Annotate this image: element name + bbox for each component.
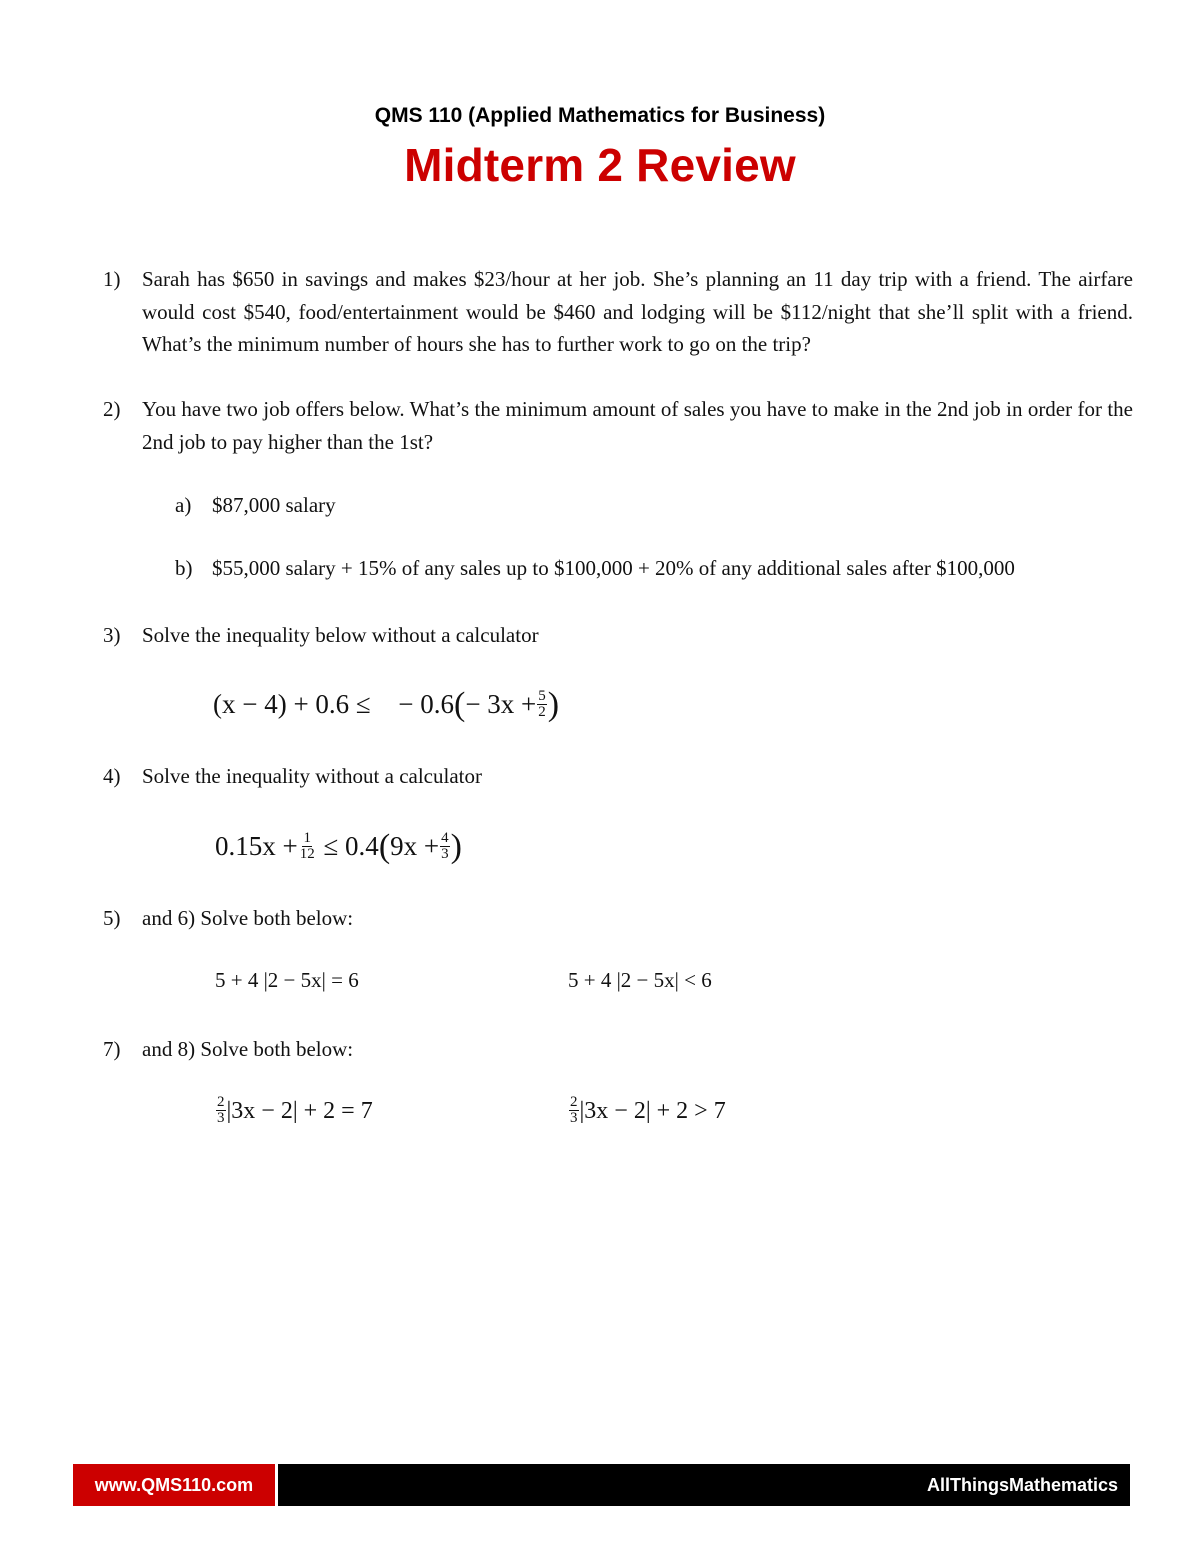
- question-1: [103, 263, 1133, 361]
- close-paren: ): [547, 686, 560, 723]
- open-paren: (: [454, 686, 466, 723]
- equation-5: 5 + 4 |2 − 5x| = 6: [215, 968, 359, 992]
- equation-7: [215, 1094, 373, 1128]
- question-4: [103, 760, 1133, 793]
- question-text: Sarah has $650 in savings and makes $23/hour at her job. She’s planning an 11 day trip with a friend. The airfare would cost $540, food/entertainment would be $460 and lodging will be $112/night that she’ll split with a friend. What’s the minimum number of hours she has to further work to go on the trip?: [142, 267, 1133, 356]
- math-rhs-prefix: − 0.6: [398, 689, 454, 719]
- denominator: 12: [299, 846, 315, 863]
- question-text: You have two job offers below. What’s the minimum amount of sales you have to make in the 2nd job in order for the 2nd job to pay higher than the 1st?: [142, 397, 1133, 454]
- equation-rest: |3x − 2| + 2 = 7: [226, 1098, 373, 1125]
- question-text: and 6) Solve both below:: [142, 906, 354, 930]
- question-text: Solve the inequality without a calculator: [142, 764, 482, 788]
- fraction: [569, 1095, 579, 1126]
- question-3: [103, 619, 1133, 652]
- fraction: [440, 831, 450, 862]
- numerator: 1: [303, 830, 311, 847]
- math-inner: − 3x +: [465, 689, 537, 719]
- course-heading: QMS 110 (Applied Mathematics for Business): [374, 104, 826, 127]
- math-lhs: (x − 4) + 0.6 ≤: [213, 689, 371, 719]
- option-label: b): [175, 556, 193, 580]
- option-b: [175, 556, 1015, 581]
- numerator: 5: [538, 688, 546, 705]
- question-number: 7): [103, 1037, 121, 1061]
- fraction: [537, 689, 547, 720]
- question-number: 4): [103, 764, 121, 788]
- footer-website-link[interactable]: www.QMS110.com: [73, 1464, 275, 1506]
- option-a: [175, 493, 336, 518]
- question-7: [103, 1033, 1133, 1066]
- inequality-3: [213, 684, 559, 722]
- question-5: [103, 902, 1133, 935]
- footer-divider: [275, 1464, 278, 1506]
- numerator: 2: [217, 1094, 225, 1110]
- fraction: [299, 831, 316, 862]
- inequality-4: [215, 826, 462, 864]
- question-text: Solve the inequality below without a calculator: [142, 623, 539, 647]
- fraction: [216, 1095, 226, 1126]
- close-paren: ): [450, 828, 462, 865]
- numerator: 4: [441, 830, 449, 847]
- equation-rest: |3x − 2| + 2 > 7: [579, 1098, 726, 1125]
- page-title: Midterm 2 Review: [404, 139, 796, 191]
- numerator: 2: [570, 1094, 578, 1110]
- question-number: 5): [103, 906, 121, 930]
- question-number: 2): [103, 397, 121, 421]
- equation-8: [568, 1094, 726, 1128]
- question-number: 3): [103, 623, 121, 647]
- footer-bar: [73, 1464, 1130, 1506]
- equation-6: 5 + 4 |2 − 5x| < 6: [568, 968, 712, 992]
- question-number: 1): [103, 267, 121, 291]
- question-2: [103, 393, 1133, 458]
- question-text: and 8) Solve both below:: [142, 1037, 354, 1061]
- math-lhs: 0.15x +: [215, 831, 298, 861]
- denominator: 3: [217, 1110, 225, 1126]
- open-paren: (: [378, 828, 391, 865]
- math-mid: ≤ 0.4: [323, 831, 379, 861]
- denominator: 2: [538, 704, 546, 721]
- option-text: $87,000 salary: [212, 493, 336, 517]
- option-label: a): [175, 493, 192, 517]
- denominator: 3: [441, 846, 449, 863]
- option-text: $55,000 salary + 15% of any sales up to $100,000 + 20% of any additional sales after $100,000: [212, 556, 1015, 580]
- denominator: 3: [570, 1110, 578, 1126]
- math-inner: 9x +: [390, 831, 440, 861]
- footer-brand: AllThingsMathematics: [926, 1475, 1118, 1495]
